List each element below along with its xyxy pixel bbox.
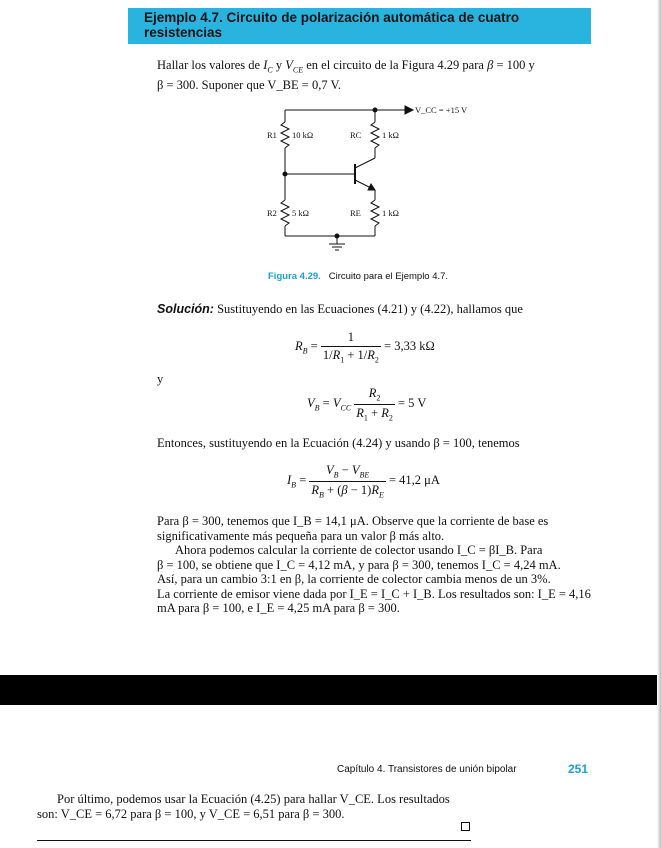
results-line4: β = 100, se obtiene que I_C = 4,12 mA, y para β = 300, tenemos I_C = 4,24 mA. — [157, 557, 561, 572]
problem-statement — [157, 58, 597, 93]
example-title — [144, 10, 574, 40]
rc-value: 1 kΩ — [382, 130, 399, 140]
eq-rb-result: = 3,33 kΩ — [384, 339, 435, 354]
r2-value: 5 kΩ — [292, 208, 309, 218]
results-line6: La corriente de emisor viene dada por I_E = I_C + I_B. Los resultados son: I_E = 4,16 — [157, 586, 591, 601]
eq-vb-numerator: $R_2$ — [368, 386, 381, 403]
rc-resistor — [371, 122, 379, 148]
problem-line2: β = 300. Suponer que V_BE = 0,7 V. — [157, 78, 342, 92]
bottom-rule — [37, 840, 471, 841]
rc-label: RC — [350, 130, 362, 140]
eq-rb-denominator: $1/R_1 + 1/R_2$ — [322, 348, 379, 365]
eq-ib-result: = 41,2 μA — [388, 472, 440, 487]
vcc-label: V_CC = +15 V — [415, 105, 468, 115]
problem-line1: Hallar los valores de $I_C$ y $V_{CE}$ en el circuito de la Figura 4.29 para β = 100 y — [157, 58, 535, 75]
figure-caption-text: Circuito para el Ejemplo 4.7. — [328, 271, 449, 282]
results-line7: mA para β = 100, e I_E = 4,25 mA para β = 300. — [157, 601, 400, 615]
eq-rb-numerator: 1 — [347, 330, 354, 344]
r1-label: R1 — [267, 130, 277, 140]
re-value: 1 kΩ — [382, 208, 399, 218]
page-number: 251 — [568, 762, 589, 776]
example-title-line2: resistencias — [144, 25, 223, 40]
chapter-footer: Capítulo 4. Transistores de unión bipolar — [337, 764, 517, 775]
re-label: RE — [350, 208, 361, 218]
results-line1: Para β = 300, tenemos que I_B = 14,1 μA. Observe que la corriente de base es — [157, 514, 549, 528]
equation-rb: $R_B$ = $\frac{1}{1/R_1 + 1/R_2}$ = 3,33 kΩ — [295, 330, 435, 365]
r1-resistor — [281, 122, 289, 148]
r2-resistor — [281, 200, 289, 226]
example-title-line1: Ejemplo 4.7. Circuito de polarización automática de cuatro — [144, 10, 520, 25]
eq-vb-denominator: $R_1 + R_2$ — [356, 405, 393, 422]
results-line3: Ahora podemos calcular la corriente de colector usando I_C = βI_B. Para — [175, 543, 543, 557]
equation-vb: $V_B = V_{CC}$ $\frac{R_2}{R_1 + R_2}$ = 5 V — [307, 386, 427, 422]
transistor-collector — [355, 158, 375, 168]
r1-value: 10 kΩ — [292, 130, 314, 140]
emitter-arrow-icon — [368, 184, 375, 190]
re-resistor — [371, 200, 379, 226]
closing-line1: Por último, podemos usar la Ecuación (4.25) para hallar V_CE. Los resultados — [57, 792, 450, 806]
eq-ib-numerator: $V_B - V_{BE}$ — [325, 463, 370, 480]
circuit-diagram — [265, 98, 485, 258]
solution-intro-text: Sustituyendo en las Ecuaciones (4.21) y (4.22), hallamos que — [217, 302, 523, 316]
results-paragraph — [157, 514, 597, 616]
solution-label: Solución: — [157, 302, 214, 316]
equation-ib: $I_B$ = $\frac{V_B - V_{BE}}{R_B + (\beta - 1)R_E}$ = 41,2 μA — [287, 463, 440, 499]
conjunction-y: y — [157, 372, 164, 386]
results-line2: significativamente más pequeña para un valor β más alto. — [157, 528, 445, 543]
end-example-icon — [461, 822, 470, 831]
figure-caption — [268, 271, 448, 282]
results-line5: Así, para un cambio 3:1 en β, la corriente de colector cambia menos de un 3%. — [157, 572, 551, 586]
closing-paragraph — [37, 792, 487, 821]
r2-label: R2 — [267, 208, 277, 218]
eq-vb-result: = 5 V — [398, 395, 427, 410]
solution-intro — [157, 302, 597, 317]
page-edge-shadow — [657, 0, 661, 848]
example-banner — [128, 8, 591, 44]
figure-number: Figura 4.29. — [268, 271, 321, 282]
vcc-arrow-icon — [405, 106, 413, 114]
eq-ib-denominator: $R_B + (\beta - 1)R_E$ — [311, 482, 384, 499]
solution-entonces: Entonces, sustituyendo en la Ecuación (4.24) y usando β = 100, tenemos — [157, 436, 520, 450]
closing-line2: son: V_CE = 6,72 para β = 100, y V_CE = 6,51 para β = 300. — [37, 806, 345, 821]
page-break-band — [0, 675, 661, 705]
